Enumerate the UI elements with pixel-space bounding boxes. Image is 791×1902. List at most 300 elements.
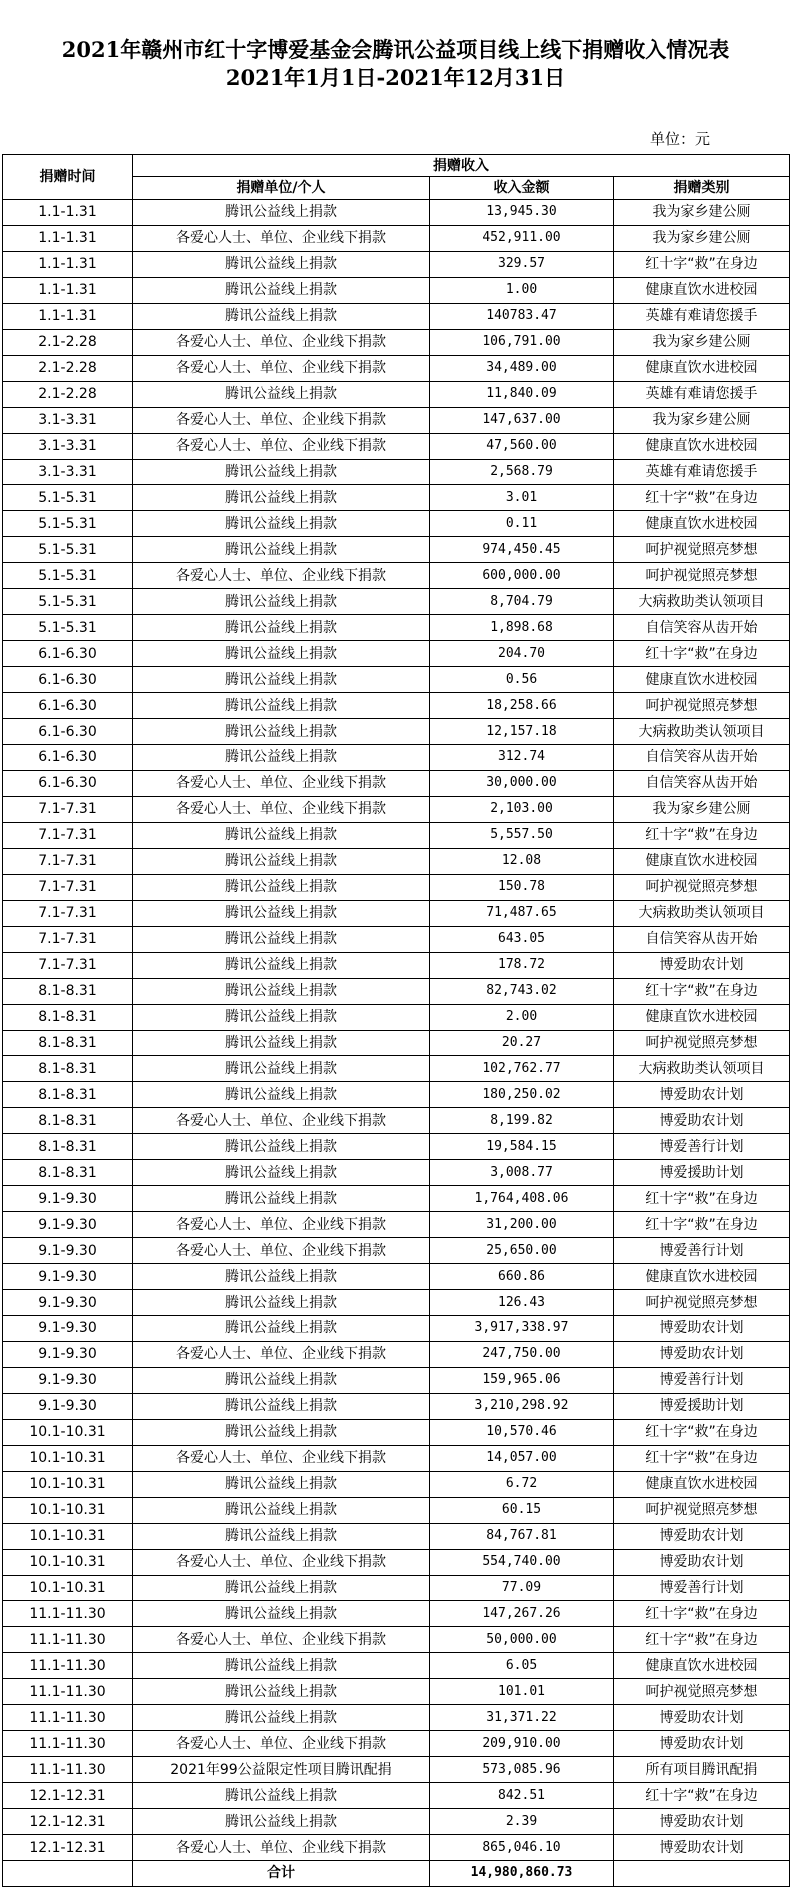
- category-cell: 博爱助农计划: [614, 1108, 790, 1134]
- table-row: [3, 978, 790, 1004]
- donor-cell: 腾讯公益线上捐款: [133, 719, 430, 745]
- table-row: [3, 874, 790, 900]
- donor-cell: 腾讯公益线上捐款: [133, 693, 430, 719]
- amount-cell: 8,704.79: [430, 589, 614, 615]
- category-cell: 博爱助农计划: [614, 1809, 790, 1835]
- table-row: [3, 1419, 790, 1445]
- time-cell: 9.1-9.30: [3, 1186, 133, 1212]
- table-row: [3, 381, 790, 407]
- table-row: [3, 1809, 790, 1835]
- donor-cell: 腾讯公益线上捐款: [133, 1290, 430, 1316]
- time-cell: 1.1-1.31: [3, 200, 133, 226]
- table-row: [3, 667, 790, 693]
- amount-cell: 554,740.00: [430, 1549, 614, 1575]
- table-row: [3, 1212, 790, 1238]
- time-cell: 5.1-5.31: [3, 615, 133, 641]
- donor-cell: 各爱心人士、单位、企业线下捐款: [133, 1835, 430, 1861]
- category-cell: 红十字“救”在身边: [614, 641, 790, 667]
- table-row: [3, 1835, 790, 1861]
- header-donor: 捐赠单位/个人: [133, 177, 430, 200]
- category-cell: 健康直饮水进校园: [614, 1004, 790, 1030]
- donor-cell: 腾讯公益线上捐款: [133, 1315, 430, 1341]
- time-cell: 10.1-10.31: [3, 1549, 133, 1575]
- time-cell: 9.1-9.30: [3, 1264, 133, 1290]
- category-cell: 博爱善行计划: [614, 1134, 790, 1160]
- category-cell: 博爱助农计划: [614, 1523, 790, 1549]
- time-cell: 10.1-10.31: [3, 1497, 133, 1523]
- category-cell: 红十字“救”在身边: [614, 822, 790, 848]
- amount-cell: 842.51: [430, 1783, 614, 1809]
- category-cell: 红十字“救”在身边: [614, 1783, 790, 1809]
- time-cell: 9.1-9.30: [3, 1367, 133, 1393]
- category-cell: 我为家乡建公厕: [614, 329, 790, 355]
- table-row: [3, 1627, 790, 1653]
- donor-cell: 腾讯公益线上捐款: [133, 1160, 430, 1186]
- unit-label: 单位：元: [650, 130, 711, 148]
- time-cell: 6.1-6.30: [3, 745, 133, 771]
- total-category-cell: [614, 1861, 790, 1887]
- category-cell: 健康直饮水进校园: [614, 433, 790, 459]
- category-cell: 健康直饮水进校园: [614, 355, 790, 381]
- table-row: [3, 1783, 790, 1809]
- table-row: [3, 485, 790, 511]
- amount-cell: 2,103.00: [430, 796, 614, 822]
- donor-cell: 腾讯公益线上捐款: [133, 1809, 430, 1835]
- time-cell: 5.1-5.31: [3, 589, 133, 615]
- time-cell: 8.1-8.31: [3, 1056, 133, 1082]
- category-cell: 博爱助农计划: [614, 1731, 790, 1757]
- amount-cell: 147,637.00: [430, 407, 614, 433]
- category-cell: 红十字“救”在身边: [614, 1186, 790, 1212]
- amount-cell: 31,200.00: [430, 1212, 614, 1238]
- time-cell: 10.1-10.31: [3, 1471, 133, 1497]
- donor-cell: 腾讯公益线上捐款: [133, 459, 430, 485]
- donor-cell: 腾讯公益线上捐款: [133, 641, 430, 667]
- table-row: [3, 1601, 790, 1627]
- donor-cell: 腾讯公益线上捐款: [133, 589, 430, 615]
- amount-cell: 1,898.68: [430, 615, 614, 641]
- donor-cell: 腾讯公益线上捐款: [133, 745, 430, 771]
- table-row: [3, 407, 790, 433]
- category-cell: 红十字“救”在身边: [614, 1627, 790, 1653]
- donor-cell: 腾讯公益线上捐款: [133, 900, 430, 926]
- donor-cell: 2021年99公益限定性项目腾讯配捐: [133, 1757, 430, 1783]
- amount-cell: 18,258.66: [430, 693, 614, 719]
- category-cell: 呵护视觉照亮梦想: [614, 693, 790, 719]
- amount-cell: 77.09: [430, 1575, 614, 1601]
- table-row: [3, 225, 790, 251]
- donor-cell: 腾讯公益线上捐款: [133, 1705, 430, 1731]
- time-cell: 7.1-7.31: [3, 822, 133, 848]
- donor-cell: 腾讯公益线上捐款: [133, 1601, 430, 1627]
- donor-cell: 腾讯公益线上捐款: [133, 822, 430, 848]
- table-row: [3, 1679, 790, 1705]
- amount-cell: 71,487.65: [430, 900, 614, 926]
- table-row: [3, 641, 790, 667]
- table-row: [3, 511, 790, 537]
- amount-cell: 643.05: [430, 926, 614, 952]
- category-cell: 博爱援助计划: [614, 1393, 790, 1419]
- category-cell: 博爱助农计划: [614, 1835, 790, 1861]
- time-cell: 11.1-11.30: [3, 1679, 133, 1705]
- donor-cell: 腾讯公益线上捐款: [133, 1497, 430, 1523]
- amount-cell: 3,917,338.97: [430, 1315, 614, 1341]
- donor-cell: 各爱心人士、单位、企业线下捐款: [133, 329, 430, 355]
- category-cell: 红十字“救”在身边: [614, 1601, 790, 1627]
- amount-cell: 204.70: [430, 641, 614, 667]
- table-row: [3, 1315, 790, 1341]
- table-row: [3, 1290, 790, 1316]
- table-row: [3, 1367, 790, 1393]
- donor-cell: 腾讯公益线上捐款: [133, 1575, 430, 1601]
- category-cell: 我为家乡建公厕: [614, 407, 790, 433]
- category-cell: 红十字“救”在身边: [614, 1419, 790, 1445]
- donor-cell: 各爱心人士、单位、企业线下捐款: [133, 1627, 430, 1653]
- table-row: [3, 615, 790, 641]
- category-cell: 红十字“救”在身边: [614, 485, 790, 511]
- time-cell: 2.1-2.28: [3, 355, 133, 381]
- table-row: [3, 1757, 790, 1783]
- amount-cell: 34,489.00: [430, 355, 614, 381]
- time-cell: 10.1-10.31: [3, 1445, 133, 1471]
- amount-cell: 0.11: [430, 511, 614, 537]
- time-cell: 6.1-6.30: [3, 667, 133, 693]
- amount-cell: 82,743.02: [430, 978, 614, 1004]
- category-cell: 大病救助类认领项目: [614, 589, 790, 615]
- table-row: [3, 848, 790, 874]
- time-cell: 8.1-8.31: [3, 1004, 133, 1030]
- category-cell: 大病救助类认领项目: [614, 900, 790, 926]
- time-cell: 1.1-1.31: [3, 251, 133, 277]
- time-cell: 2.1-2.28: [3, 329, 133, 355]
- time-cell: 8.1-8.31: [3, 1082, 133, 1108]
- table-row: [3, 1497, 790, 1523]
- amount-cell: 178.72: [430, 952, 614, 978]
- category-cell: 健康直饮水进校园: [614, 1653, 790, 1679]
- time-cell: 9.1-9.30: [3, 1212, 133, 1238]
- amount-cell: 180,250.02: [430, 1082, 614, 1108]
- table-row: [3, 1575, 790, 1601]
- donor-cell: 各爱心人士、单位、企业线下捐款: [133, 1731, 430, 1757]
- table-row: [3, 1108, 790, 1134]
- donor-cell: 腾讯公益线上捐款: [133, 1264, 430, 1290]
- amount-cell: 3,008.77: [430, 1160, 614, 1186]
- table-row: [3, 1445, 790, 1471]
- donor-cell: 腾讯公益线上捐款: [133, 277, 430, 303]
- amount-cell: 1,764,408.06: [430, 1186, 614, 1212]
- time-cell: 8.1-8.31: [3, 1160, 133, 1186]
- donor-cell: 腾讯公益线上捐款: [133, 381, 430, 407]
- category-cell: 博爱助农计划: [614, 952, 790, 978]
- table-row: [3, 745, 790, 771]
- time-cell: 11.1-11.30: [3, 1653, 133, 1679]
- time-cell: 3.1-3.31: [3, 459, 133, 485]
- time-cell: 9.1-9.30: [3, 1315, 133, 1341]
- category-cell: 呵护视觉照亮梦想: [614, 563, 790, 589]
- donor-cell: 腾讯公益线上捐款: [133, 926, 430, 952]
- amount-cell: 2.00: [430, 1004, 614, 1030]
- donor-cell: 各爱心人士、单位、企业线下捐款: [133, 355, 430, 381]
- time-cell: 3.1-3.31: [3, 433, 133, 459]
- category-cell: 自信笑容从齿开始: [614, 745, 790, 771]
- category-cell: 呵护视觉照亮梦想: [614, 537, 790, 563]
- table-row: [3, 1238, 790, 1264]
- amount-cell: 101.01: [430, 1679, 614, 1705]
- header-time: 捐赠时间: [3, 155, 133, 200]
- table-row: [3, 537, 790, 563]
- amount-cell: 0.56: [430, 667, 614, 693]
- time-cell: 8.1-8.31: [3, 1108, 133, 1134]
- donor-cell: 腾讯公益线上捐款: [133, 1653, 430, 1679]
- donor-cell: 腾讯公益线上捐款: [133, 485, 430, 511]
- table-row: [3, 1186, 790, 1212]
- amount-cell: 209,910.00: [430, 1731, 614, 1757]
- time-cell: 12.1-12.31: [3, 1783, 133, 1809]
- category-cell: 博爱善行计划: [614, 1575, 790, 1601]
- donor-cell: 腾讯公益线上捐款: [133, 200, 430, 226]
- amount-cell: 140783.47: [430, 303, 614, 329]
- table-row: [3, 459, 790, 485]
- time-cell: 3.1-3.31: [3, 407, 133, 433]
- donor-cell: 各爱心人士、单位、企业线下捐款: [133, 407, 430, 433]
- amount-cell: 660.86: [430, 1264, 614, 1290]
- table-row: [3, 1471, 790, 1497]
- table-row: [3, 277, 790, 303]
- time-cell: 1.1-1.31: [3, 303, 133, 329]
- amount-cell: 312.74: [430, 745, 614, 771]
- category-cell: 英雄有难请您援手: [614, 381, 790, 407]
- donor-cell: 各爱心人士、单位、企业线下捐款: [133, 433, 430, 459]
- amount-cell: 600,000.00: [430, 563, 614, 589]
- amount-cell: 159,965.06: [430, 1367, 614, 1393]
- category-cell: 我为家乡建公厕: [614, 200, 790, 226]
- amount-cell: 60.15: [430, 1497, 614, 1523]
- time-cell: 8.1-8.31: [3, 1134, 133, 1160]
- donor-cell: 腾讯公益线上捐款: [133, 537, 430, 563]
- table-row: [3, 822, 790, 848]
- time-cell: 10.1-10.31: [3, 1523, 133, 1549]
- table-row: [3, 303, 790, 329]
- category-cell: 博爱助农计划: [614, 1705, 790, 1731]
- time-cell: 9.1-9.30: [3, 1238, 133, 1264]
- category-cell: 呵护视觉照亮梦想: [614, 1679, 790, 1705]
- amount-cell: 150.78: [430, 874, 614, 900]
- category-cell: 健康直饮水进校园: [614, 1471, 790, 1497]
- category-cell: 健康直饮水进校园: [614, 1264, 790, 1290]
- table-row: [3, 1082, 790, 1108]
- time-cell: 7.1-7.31: [3, 848, 133, 874]
- amount-cell: 10,570.46: [430, 1419, 614, 1445]
- donor-cell: 各爱心人士、单位、企业线下捐款: [133, 1238, 430, 1264]
- donor-cell: 腾讯公益线上捐款: [133, 251, 430, 277]
- total-label: 合计: [133, 1861, 430, 1887]
- table-row: [3, 1341, 790, 1367]
- donor-cell: 腾讯公益线上捐款: [133, 978, 430, 1004]
- category-cell: 大病救助类认领项目: [614, 719, 790, 745]
- amount-cell: 329.57: [430, 251, 614, 277]
- category-cell: 英雄有难请您援手: [614, 303, 790, 329]
- donor-cell: 腾讯公益线上捐款: [133, 511, 430, 537]
- time-cell: 8.1-8.31: [3, 1030, 133, 1056]
- amount-cell: 2.39: [430, 1809, 614, 1835]
- table-row: [3, 719, 790, 745]
- donor-cell: 腾讯公益线上捐款: [133, 1367, 430, 1393]
- category-cell: 自信笑容从齿开始: [614, 615, 790, 641]
- category-cell: 我为家乡建公厕: [614, 225, 790, 251]
- donation-table: [2, 154, 790, 1887]
- table-row: [3, 329, 790, 355]
- category-cell: 博爱善行计划: [614, 1238, 790, 1264]
- category-cell: 博爱助农计划: [614, 1341, 790, 1367]
- time-cell: 1.1-1.31: [3, 225, 133, 251]
- donor-cell: 腾讯公益线上捐款: [133, 848, 430, 874]
- time-cell: 9.1-9.30: [3, 1341, 133, 1367]
- time-cell: 6.1-6.30: [3, 770, 133, 796]
- category-cell: 健康直饮水进校园: [614, 277, 790, 303]
- table-row: [3, 200, 790, 226]
- category-cell: 红十字“救”在身边: [614, 978, 790, 1004]
- donor-cell: 腾讯公益线上捐款: [133, 952, 430, 978]
- table-row: [3, 589, 790, 615]
- header-amount: 收入金额: [430, 177, 614, 200]
- amount-cell: 50,000.00: [430, 1627, 614, 1653]
- table-row: [3, 1004, 790, 1030]
- header-income: 捐赠收入: [133, 155, 790, 177]
- table-row: [3, 1160, 790, 1186]
- time-cell: 11.1-11.30: [3, 1705, 133, 1731]
- donor-cell: 腾讯公益线上捐款: [133, 1134, 430, 1160]
- amount-cell: 126.43: [430, 1290, 614, 1316]
- amount-cell: 8,199.82: [430, 1108, 614, 1134]
- amount-cell: 247,750.00: [430, 1341, 614, 1367]
- amount-cell: 1.00: [430, 277, 614, 303]
- time-cell: 7.1-7.31: [3, 796, 133, 822]
- donor-cell: 腾讯公益线上捐款: [133, 1082, 430, 1108]
- date-range: 2021年1月1日-2021年12月31日: [225, 65, 566, 90]
- category-cell: 呵护视觉照亮梦想: [614, 1290, 790, 1316]
- amount-cell: 6.72: [430, 1471, 614, 1497]
- amount-cell: 19,584.15: [430, 1134, 614, 1160]
- category-cell: 博爱助农计划: [614, 1315, 790, 1341]
- time-cell: 11.1-11.30: [3, 1627, 133, 1653]
- table-row: [3, 1134, 790, 1160]
- donor-cell: 腾讯公益线上捐款: [133, 1030, 430, 1056]
- category-cell: 健康直饮水进校园: [614, 667, 790, 693]
- amount-cell: 13,945.30: [430, 200, 614, 226]
- time-cell: 7.1-7.31: [3, 874, 133, 900]
- time-cell: 12.1-12.31: [3, 1835, 133, 1861]
- category-cell: 呵护视觉照亮梦想: [614, 874, 790, 900]
- category-cell: 大病救助类认领项目: [614, 1056, 790, 1082]
- amount-cell: 31,371.22: [430, 1705, 614, 1731]
- time-cell: 8.1-8.31: [3, 978, 133, 1004]
- amount-cell: 2,568.79: [430, 459, 614, 485]
- amount-cell: 25,650.00: [430, 1238, 614, 1264]
- amount-cell: 147,267.26: [430, 1601, 614, 1627]
- amount-cell: 106,791.00: [430, 329, 614, 355]
- table-row: [3, 433, 790, 459]
- time-cell: 7.1-7.31: [3, 952, 133, 978]
- time-cell: 11.1-11.30: [3, 1757, 133, 1783]
- donor-cell: 腾讯公益线上捐款: [133, 1004, 430, 1030]
- amount-cell: 12.08: [430, 848, 614, 874]
- table-row: [3, 900, 790, 926]
- donor-cell: 腾讯公益线上捐款: [133, 303, 430, 329]
- amount-cell: 3,210,298.92: [430, 1393, 614, 1419]
- donor-cell: 腾讯公益线上捐款: [133, 1523, 430, 1549]
- time-cell: 5.1-5.31: [3, 485, 133, 511]
- total-time-cell: [3, 1861, 133, 1887]
- category-cell: 博爱助农计划: [614, 1549, 790, 1575]
- time-cell: 10.1-10.31: [3, 1575, 133, 1601]
- table-row: [3, 1731, 790, 1757]
- donor-cell: 各爱心人士、单位、企业线下捐款: [133, 1549, 430, 1575]
- donor-cell: 各爱心人士、单位、企业线下捐款: [133, 1212, 430, 1238]
- time-cell: 5.1-5.31: [3, 563, 133, 589]
- time-cell: 11.1-11.30: [3, 1601, 133, 1627]
- table-row: [3, 355, 790, 381]
- table-row: [3, 1705, 790, 1731]
- amount-cell: 30,000.00: [430, 770, 614, 796]
- table-body: [3, 200, 790, 1861]
- category-cell: 红十字“救”在身边: [614, 1212, 790, 1238]
- donor-cell: 腾讯公益线上捐款: [133, 615, 430, 641]
- amount-cell: 573,085.96: [430, 1757, 614, 1783]
- table-row: [3, 926, 790, 952]
- category-cell: 所有项目腾讯配捐: [614, 1757, 790, 1783]
- category-cell: 博爱善行计划: [614, 1367, 790, 1393]
- category-cell: 我为家乡建公厕: [614, 796, 790, 822]
- category-cell: 呵护视觉照亮梦想: [614, 1030, 790, 1056]
- time-cell: 7.1-7.31: [3, 900, 133, 926]
- table-row: [3, 796, 790, 822]
- category-cell: 自信笑容从齿开始: [614, 926, 790, 952]
- donor-cell: 腾讯公益线上捐款: [133, 1056, 430, 1082]
- category-cell: 博爱援助计划: [614, 1160, 790, 1186]
- amount-cell: 3.01: [430, 485, 614, 511]
- donor-cell: 各爱心人士、单位、企业线下捐款: [133, 563, 430, 589]
- time-cell: 5.1-5.31: [3, 511, 133, 537]
- category-cell: 健康直饮水进校园: [614, 511, 790, 537]
- table-row: [3, 1523, 790, 1549]
- donor-cell: 各爱心人士、单位、企业线下捐款: [133, 225, 430, 251]
- time-cell: 5.1-5.31: [3, 537, 133, 563]
- time-cell: 6.1-6.30: [3, 693, 133, 719]
- amount-cell: 5,557.50: [430, 822, 614, 848]
- amount-cell: 20.27: [430, 1030, 614, 1056]
- amount-cell: 84,767.81: [430, 1523, 614, 1549]
- amount-cell: 865,046.10: [430, 1835, 614, 1861]
- time-cell: 6.1-6.30: [3, 641, 133, 667]
- donor-cell: 腾讯公益线上捐款: [133, 1783, 430, 1809]
- amount-cell: 11,840.09: [430, 381, 614, 407]
- category-cell: 自信笑容从齿开始: [614, 770, 790, 796]
- donor-cell: 各爱心人士、单位、企业线下捐款: [133, 796, 430, 822]
- table-row: [3, 1393, 790, 1419]
- category-cell: 英雄有难请您援手: [614, 459, 790, 485]
- header-category: 捐赠类别: [614, 177, 790, 200]
- table-row: [3, 1056, 790, 1082]
- time-cell: 6.1-6.30: [3, 719, 133, 745]
- donor-cell: 腾讯公益线上捐款: [133, 1419, 430, 1445]
- donor-cell: 各爱心人士、单位、企业线下捐款: [133, 770, 430, 796]
- donor-cell: 各爱心人士、单位、企业线下捐款: [133, 1108, 430, 1134]
- donor-cell: 腾讯公益线上捐款: [133, 1679, 430, 1705]
- table-row: [3, 952, 790, 978]
- table-row: [3, 1549, 790, 1575]
- amount-cell: 12,157.18: [430, 719, 614, 745]
- amount-cell: 47,560.00: [430, 433, 614, 459]
